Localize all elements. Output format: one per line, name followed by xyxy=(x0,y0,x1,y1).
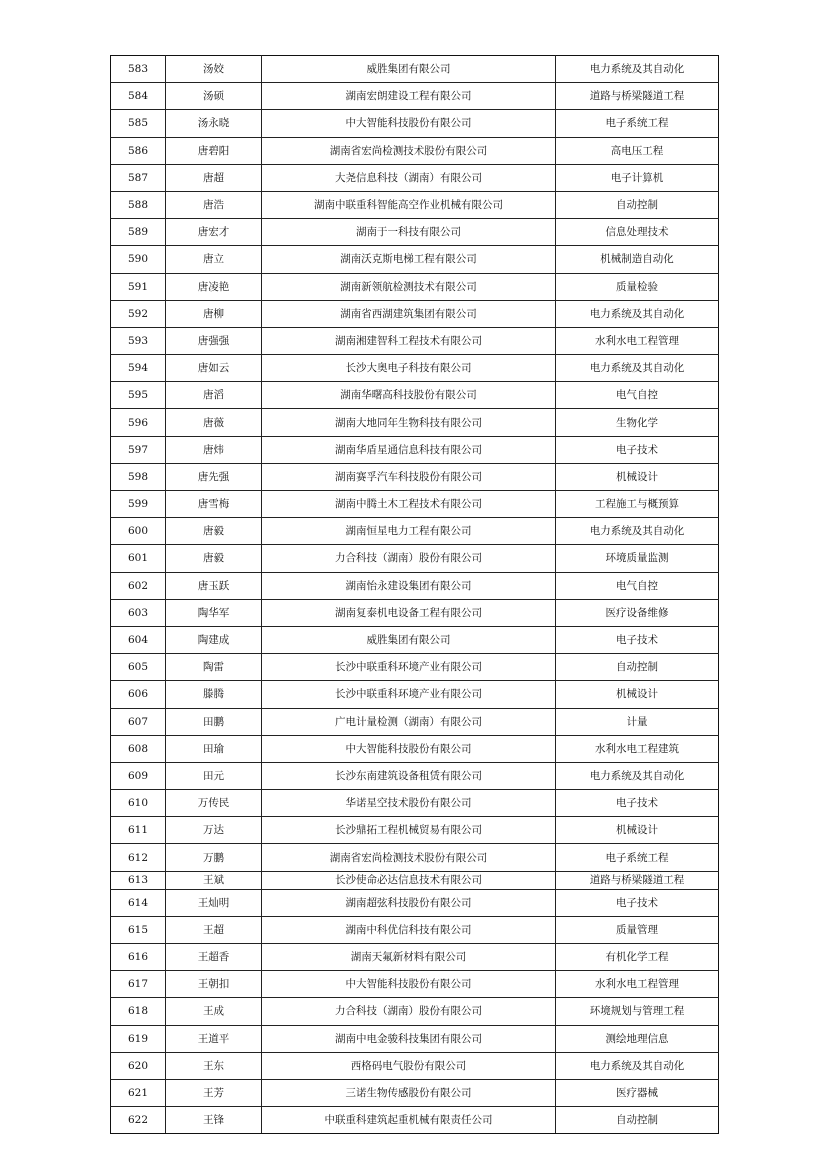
serial-number-cell: 604 xyxy=(111,626,166,653)
major-cell: 计量 xyxy=(556,708,719,735)
major-cell: 电力系统及其自动化 xyxy=(556,300,719,327)
name-cell: 唐如云 xyxy=(166,355,262,382)
table-row xyxy=(111,1079,719,1106)
major-cell: 道路与桥梁隧道工程 xyxy=(556,83,719,110)
serial-number-cell: 613 xyxy=(111,871,166,889)
name-cell: 王朝扣 xyxy=(166,971,262,998)
serial-number-cell: 609 xyxy=(111,762,166,789)
major-cell: 自动控制 xyxy=(556,654,719,681)
name-cell: 田瑜 xyxy=(166,735,262,762)
major-cell: 环境质量监测 xyxy=(556,545,719,572)
company-cell: 中大智能科技股份有限公司 xyxy=(262,110,556,137)
major-cell: 电子系统工程 xyxy=(556,110,719,137)
table-row xyxy=(111,409,719,436)
major-cell: 电子系统工程 xyxy=(556,844,719,871)
name-cell: 唐凌艳 xyxy=(166,273,262,300)
company-cell: 湖南湘建智科工程技术有限公司 xyxy=(262,327,556,354)
name-cell: 陶雷 xyxy=(166,654,262,681)
company-cell: 湖南中电金骏科技集团有限公司 xyxy=(262,1025,556,1052)
company-cell: 三诺生物传感股份有限公司 xyxy=(262,1079,556,1106)
company-cell: 华诺星空技术股份有限公司 xyxy=(262,790,556,817)
major-cell: 电力系统及其自动化 xyxy=(556,1052,719,1079)
company-cell: 湖南省西湖建筑集团有限公司 xyxy=(262,300,556,327)
table-row xyxy=(111,382,719,409)
table-row xyxy=(111,681,719,708)
table-row xyxy=(111,491,719,518)
serial-number-cell: 618 xyxy=(111,998,166,1025)
name-cell: 汤姣 xyxy=(166,56,262,83)
company-cell: 湖南中腾土木工程技术有限公司 xyxy=(262,491,556,518)
table-row xyxy=(111,762,719,789)
table-row xyxy=(111,916,719,943)
major-cell: 信息处理技术 xyxy=(556,219,719,246)
name-cell: 王成 xyxy=(166,998,262,1025)
name-cell: 王道平 xyxy=(166,1025,262,1052)
company-cell: 湖南新领航检测技术有限公司 xyxy=(262,273,556,300)
company-cell: 湖南复泰机电设备工程有限公司 xyxy=(262,599,556,626)
company-cell: 湖南华曙高科技股份有限公司 xyxy=(262,382,556,409)
company-cell: 湖南赛孚汽车科技股份有限公司 xyxy=(262,463,556,490)
serial-number-cell: 595 xyxy=(111,382,166,409)
company-cell: 湖南怡永建设集团有限公司 xyxy=(262,572,556,599)
name-cell: 王东 xyxy=(166,1052,262,1079)
major-cell: 生物化学 xyxy=(556,409,719,436)
serial-number-cell: 590 xyxy=(111,246,166,273)
company-cell: 湖南超弦科技股份有限公司 xyxy=(262,889,556,916)
serial-number-cell: 592 xyxy=(111,300,166,327)
name-cell: 唐滔 xyxy=(166,382,262,409)
company-cell: 湖南华盾星通信息科技有限公司 xyxy=(262,436,556,463)
serial-number-cell: 586 xyxy=(111,137,166,164)
major-cell: 水利水电工程建筑 xyxy=(556,735,719,762)
major-cell: 质量检验 xyxy=(556,273,719,300)
major-cell: 电气自控 xyxy=(556,382,719,409)
table-row xyxy=(111,844,719,871)
serial-number-cell: 605 xyxy=(111,654,166,681)
table-row xyxy=(111,137,719,164)
major-cell: 自动控制 xyxy=(556,1107,719,1134)
company-cell: 广电计量检测（湖南）有限公司 xyxy=(262,708,556,735)
table-row xyxy=(111,219,719,246)
major-cell: 电气自控 xyxy=(556,572,719,599)
major-cell: 质量管理 xyxy=(556,916,719,943)
name-cell: 王锋 xyxy=(166,1107,262,1134)
name-cell: 唐强强 xyxy=(166,327,262,354)
serial-number-cell: 603 xyxy=(111,599,166,626)
name-cell: 陶华军 xyxy=(166,599,262,626)
serial-number-cell: 599 xyxy=(111,491,166,518)
table-row xyxy=(111,355,719,382)
company-cell: 长沙东南建筑设备租赁有限公司 xyxy=(262,762,556,789)
serial-number-cell: 596 xyxy=(111,409,166,436)
table-row xyxy=(111,889,719,916)
table-row xyxy=(111,1107,719,1134)
major-cell: 电力系统及其自动化 xyxy=(556,355,719,382)
name-cell: 唐毅 xyxy=(166,545,262,572)
serial-number-cell: 614 xyxy=(111,889,166,916)
company-cell: 湖南天氟新材料有限公司 xyxy=(262,944,556,971)
name-cell: 唐超 xyxy=(166,164,262,191)
serial-number-cell: 611 xyxy=(111,817,166,844)
company-cell: 力合科技（湖南）股份有限公司 xyxy=(262,545,556,572)
table-row xyxy=(111,998,719,1025)
name-cell: 唐薇 xyxy=(166,409,262,436)
major-cell: 机械设计 xyxy=(556,681,719,708)
table-row xyxy=(111,654,719,681)
serial-number-cell: 589 xyxy=(111,219,166,246)
name-cell: 陶建成 xyxy=(166,626,262,653)
company-cell: 湖南中联重科智能高空作业机械有限公司 xyxy=(262,191,556,218)
table-row xyxy=(111,735,719,762)
company-cell: 长沙大奥电子科技有限公司 xyxy=(262,355,556,382)
name-cell: 王超香 xyxy=(166,944,262,971)
name-cell: 唐浩 xyxy=(166,191,262,218)
table-row xyxy=(111,83,719,110)
table-row xyxy=(111,790,719,817)
major-cell: 工程施工与概预算 xyxy=(556,491,719,518)
major-cell: 水利水电工程管理 xyxy=(556,971,719,998)
table-row xyxy=(111,273,719,300)
serial-number-cell: 612 xyxy=(111,844,166,871)
name-cell: 唐雪梅 xyxy=(166,491,262,518)
company-cell: 长沙中联重科环境产业有限公司 xyxy=(262,654,556,681)
company-cell: 湖南省宏尚检测技术股份有限公司 xyxy=(262,844,556,871)
company-cell: 中大智能科技股份有限公司 xyxy=(262,971,556,998)
serial-number-cell: 619 xyxy=(111,1025,166,1052)
name-cell: 唐立 xyxy=(166,246,262,273)
name-cell: 唐先强 xyxy=(166,463,262,490)
serial-number-cell: 588 xyxy=(111,191,166,218)
serial-number-cell: 598 xyxy=(111,463,166,490)
major-cell: 电力系统及其自动化 xyxy=(556,518,719,545)
serial-number-cell: 594 xyxy=(111,355,166,382)
major-cell: 电力系统及其自动化 xyxy=(556,762,719,789)
company-cell: 威胜集团有限公司 xyxy=(262,56,556,83)
major-cell: 道路与桥梁隧道工程 xyxy=(556,871,719,889)
major-cell: 自动控制 xyxy=(556,191,719,218)
table-row xyxy=(111,545,719,572)
name-cell: 唐毅 xyxy=(166,518,262,545)
table-row xyxy=(111,599,719,626)
serial-number-cell: 610 xyxy=(111,790,166,817)
name-cell: 汤硕 xyxy=(166,83,262,110)
major-cell: 环境规划与管理工程 xyxy=(556,998,719,1025)
major-cell: 电子技术 xyxy=(556,790,719,817)
company-cell: 长沙中联重科环境产业有限公司 xyxy=(262,681,556,708)
company-cell: 湖南省宏尚检测技术股份有限公司 xyxy=(262,137,556,164)
serial-number-cell: 617 xyxy=(111,971,166,998)
company-cell: 湖南恒星电力工程有限公司 xyxy=(262,518,556,545)
table-row xyxy=(111,971,719,998)
name-cell: 滕腾 xyxy=(166,681,262,708)
serial-number-cell: 607 xyxy=(111,708,166,735)
name-cell: 万传民 xyxy=(166,790,262,817)
table-row xyxy=(111,1052,719,1079)
major-cell: 电子技术 xyxy=(556,626,719,653)
serial-number-cell: 583 xyxy=(111,56,166,83)
table-row xyxy=(111,56,719,83)
company-cell: 中大智能科技股份有限公司 xyxy=(262,735,556,762)
table-row xyxy=(111,1025,719,1052)
table-row xyxy=(111,246,719,273)
name-cell: 王斌 xyxy=(166,871,262,889)
company-cell: 大尧信息科技（湖南）有限公司 xyxy=(262,164,556,191)
table-row xyxy=(111,817,719,844)
table-row xyxy=(111,327,719,354)
major-cell: 有机化学工程 xyxy=(556,944,719,971)
table-row xyxy=(111,518,719,545)
company-cell: 力合科技（湖南）股份有限公司 xyxy=(262,998,556,1025)
name-cell: 王超 xyxy=(166,916,262,943)
name-cell: 田鹏 xyxy=(166,708,262,735)
serial-number-cell: 593 xyxy=(111,327,166,354)
serial-number-cell: 608 xyxy=(111,735,166,762)
table-row xyxy=(111,871,719,889)
name-cell: 王灿明 xyxy=(166,889,262,916)
major-cell: 医疗设备维修 xyxy=(556,599,719,626)
table-row xyxy=(111,626,719,653)
major-cell: 水利水电工程管理 xyxy=(556,327,719,354)
company-cell: 湖南沃克斯电梯工程有限公司 xyxy=(262,246,556,273)
name-cell: 万达 xyxy=(166,817,262,844)
table-row xyxy=(111,944,719,971)
personnel-table-body xyxy=(111,56,719,1134)
company-cell: 湖南中科优信科技有限公司 xyxy=(262,916,556,943)
major-cell: 医疗器械 xyxy=(556,1079,719,1106)
company-cell: 长沙使命必达信息技术有限公司 xyxy=(262,871,556,889)
name-cell: 王芳 xyxy=(166,1079,262,1106)
serial-number-cell: 602 xyxy=(111,572,166,599)
major-cell: 电子技术 xyxy=(556,436,719,463)
major-cell: 测绘地理信息 xyxy=(556,1025,719,1052)
serial-number-cell: 591 xyxy=(111,273,166,300)
serial-number-cell: 616 xyxy=(111,944,166,971)
name-cell: 唐碧阳 xyxy=(166,137,262,164)
serial-number-cell: 597 xyxy=(111,436,166,463)
serial-number-cell: 622 xyxy=(111,1107,166,1134)
serial-number-cell: 601 xyxy=(111,545,166,572)
name-cell: 万鹏 xyxy=(166,844,262,871)
name-cell: 唐柳 xyxy=(166,300,262,327)
major-cell: 电子计算机 xyxy=(556,164,719,191)
major-cell: 机械设计 xyxy=(556,817,719,844)
name-cell: 唐宏才 xyxy=(166,219,262,246)
serial-number-cell: 615 xyxy=(111,916,166,943)
table-row xyxy=(111,463,719,490)
table-row xyxy=(111,708,719,735)
major-cell: 高电压工程 xyxy=(556,137,719,164)
serial-number-cell: 587 xyxy=(111,164,166,191)
table-row xyxy=(111,300,719,327)
serial-number-cell: 584 xyxy=(111,83,166,110)
serial-number-cell: 620 xyxy=(111,1052,166,1079)
name-cell: 唐玉跃 xyxy=(166,572,262,599)
company-cell: 威胜集团有限公司 xyxy=(262,626,556,653)
name-cell: 田元 xyxy=(166,762,262,789)
company-cell: 中联重科建筑起重机械有限责任公司 xyxy=(262,1107,556,1134)
table-row xyxy=(111,110,719,137)
table-row xyxy=(111,572,719,599)
name-cell: 汤永晓 xyxy=(166,110,262,137)
company-cell: 湖南于一科技有限公司 xyxy=(262,219,556,246)
serial-number-cell: 621 xyxy=(111,1079,166,1106)
company-cell: 湖南宏朗建设工程有限公司 xyxy=(262,83,556,110)
name-cell: 唐炜 xyxy=(166,436,262,463)
serial-number-cell: 600 xyxy=(111,518,166,545)
company-cell: 长沙鼎拓工程机械贸易有限公司 xyxy=(262,817,556,844)
table-row xyxy=(111,436,719,463)
serial-number-cell: 585 xyxy=(111,110,166,137)
serial-number-cell: 606 xyxy=(111,681,166,708)
personnel-table xyxy=(110,55,719,1134)
table-row xyxy=(111,164,719,191)
company-cell: 湖南大地同年生物科技有限公司 xyxy=(262,409,556,436)
company-cell: 西格码电气股份有限公司 xyxy=(262,1052,556,1079)
major-cell: 机械制造自动化 xyxy=(556,246,719,273)
table-row xyxy=(111,191,719,218)
major-cell: 电子技术 xyxy=(556,889,719,916)
major-cell: 机械设计 xyxy=(556,463,719,490)
major-cell: 电力系统及其自动化 xyxy=(556,56,719,83)
